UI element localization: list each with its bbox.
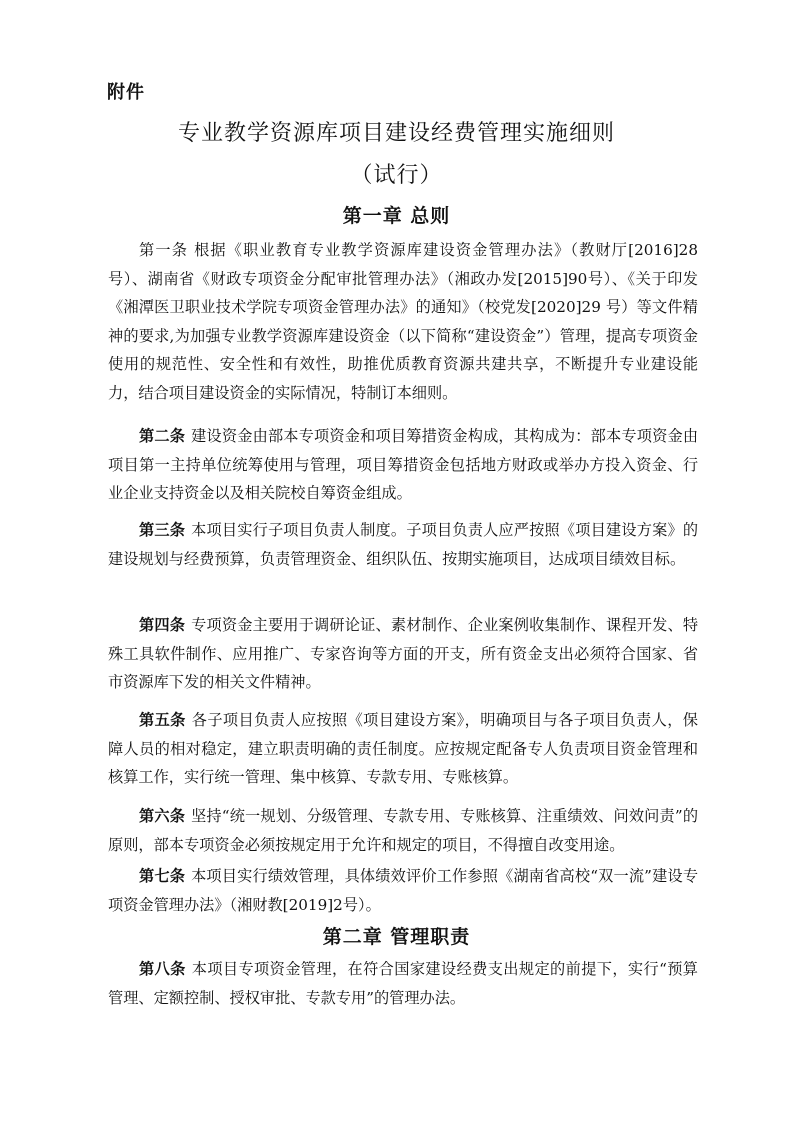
article-7 [108, 862, 698, 919]
article-text: 专项资金主要用于调研论证、素材制作、企业案例收集制作、课程开发、特殊工具软件制作、应用推广、专家咨询等方面的开支，所有资金支出必须符合国家、省市资源库下发的相关文件精神。 [108, 616, 699, 691]
article-heading: 第六条 [139, 807, 186, 825]
article-1 [108, 236, 698, 407]
article-text: 本项目实行子项目负责人制度。子项目负责人应严按照《项目建设方案》的建设规划与经费预算，负责管理资金、组织队伍、按期实施项目，达成项目绩效目标。 [108, 521, 699, 568]
article-heading: 第二条 [139, 427, 186, 445]
article-text: 各子项目负责人应按照《项目建设方案》，明确项目与各子项目负责人，保障人员的相对稳定，建立职责明确的责任制度。应按规定配备专人负责项目资金管理和核算工作，实行统一管理、集中核算、专款专用、专账核算。 [108, 711, 698, 786]
article-heading: 第八条 [139, 960, 186, 978]
article-5 [108, 706, 698, 792]
article-text: 坚持“统一规划、分级管理、专款专用、专账核算、注重绩效、问效问责”的原则，部本专项资金必须按规定用于允许和规定的项目，不得擅自改变用途。 [108, 807, 699, 854]
article-heading: 第一条 [139, 241, 189, 259]
article-text: 根据《职业教育专业教学资源库建设资金管理办法》（教财厅[2016]28号）、湖南省《财政专项资金分配审批管理办法》（湘政办发[2015]90号）、《关于印发《湘潭医卫职业技术学院专项资金管理办法》的通知》（校党发[2020]29 号）等文件精神的要求,为加强专业教学资源库建设资金（以下简称“建设资金”）管理，提高专项资金使用的规范性、安全性和有效性，助推优质教育资源共建共享，不断提升专业建设能力，结合项目建设资金的实际情况，特制订本细则。 [108, 241, 698, 402]
attachment-label: 附件 [107, 82, 145, 103]
article-heading: 第四条 [139, 616, 186, 634]
article-heading: 第七条 [139, 867, 186, 885]
chapter-2-heading: 第二章 管理职责 [322, 926, 471, 948]
chapter-1-heading: 第一章 总则 [342, 205, 451, 227]
article-text: 本项目实行绩效管理，具体绩效评价工作参照《湖南省高校“双一流”建设专项资金管理办法》（湘财教[2019]2号）。 [108, 867, 699, 914]
article-heading: 第三条 [139, 521, 186, 539]
article-4 [108, 611, 698, 697]
article-3 [108, 516, 698, 573]
document-title: 专业教学资源库项目建设经费管理实施细则 [177, 121, 615, 146]
document-subtitle: （试行） [350, 163, 443, 188]
article-text: 建设资金由部本专项资金和项目筹措资金构成，其构成为：部本专项资金由项目第一主持单位统筹使用与管理，项目筹措资金包括地方财政或举办方投入资金、行业企业支持资金以及相关院校自筹资金组成。 [108, 427, 699, 502]
article-2 [108, 422, 698, 508]
article-text: 本项目专项资金管理，在符合国家建设经费支出规定的前提下，实行“预算管理、定额控制、授权审批、专款专用”的管理办法。 [108, 960, 698, 1007]
article-8 [108, 955, 698, 1012]
article-6 [108, 802, 698, 859]
article-heading: 第五条 [139, 711, 186, 729]
